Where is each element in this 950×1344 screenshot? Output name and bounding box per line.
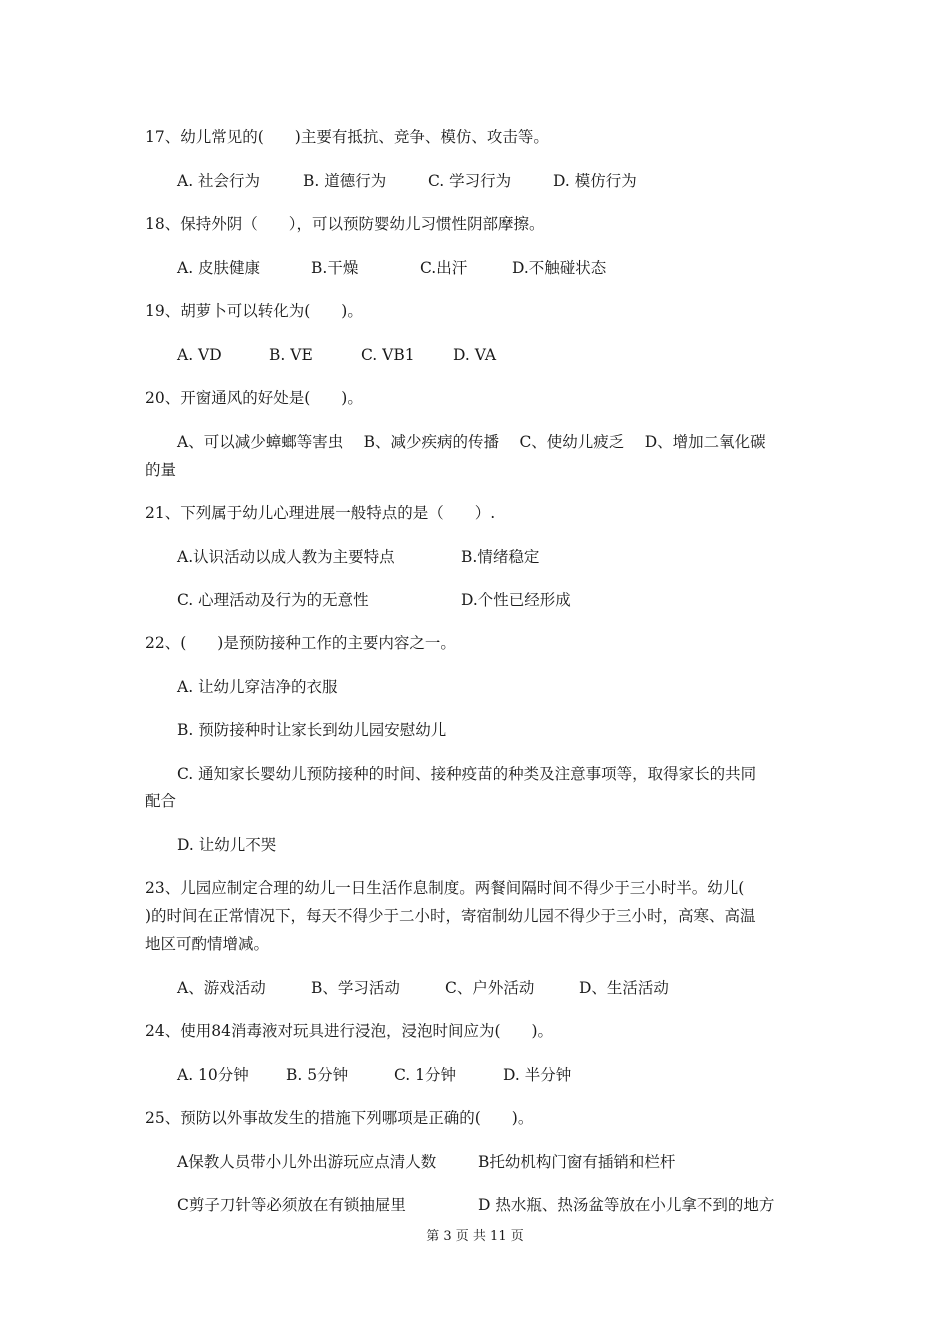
question-23-stem-line-2: )的时间在正常情况下，每天不得少于二小时，寄宿制幼儿园不得少于三小时，高寒、高温 [145, 907, 756, 925]
option-d: D.不触碰状态 [512, 259, 607, 277]
option-b: B.干燥 [311, 259, 359, 277]
option-b: B. VE [269, 346, 313, 364]
option-c: C.出汗 [420, 259, 468, 277]
option-c: C、户外活动 [445, 979, 535, 997]
option-d: D. 半分钟 [503, 1066, 572, 1084]
question-23-stem-line-3: 地区可酌情增减。 [145, 935, 270, 953]
option-a: A. 社会行为 [177, 172, 261, 190]
option-a: A.认识活动以成人教为主要特点 [177, 548, 395, 566]
question-22-option-a: A. 让幼儿穿洁净的衣服 [177, 678, 338, 696]
option-c: C. 学习行为 [428, 172, 512, 190]
question-20-options: A、可以减少蟑螂等害虫 B、减少疾病的传播 C、使幼儿疲乏 D、增加二氧化碳 [177, 433, 766, 451]
option-b: B. 5分钟 [286, 1066, 349, 1084]
option-a: A. 10分钟 [177, 1066, 249, 1084]
question-25-stem: 25、预防以外事故发生的措施下列哪项是正确的( )。 [145, 1109, 534, 1127]
option-d: D. 模仿行为 [553, 172, 637, 190]
question-20-stem: 20、开窗通风的好处是( )。 [145, 389, 363, 407]
question-17-stem: 17、幼儿常见的( )主要有抵抗、竞争、模仿、攻击等。 [145, 128, 549, 146]
option-a: A保教人员带小儿外出游玩应点清人数 [177, 1153, 437, 1171]
page-footer: 第 3 页 共 11 页 [426, 1229, 524, 1244]
question-21-stem: 21、下列属于幼儿心理进展一般特点的是（ ）. [145, 504, 496, 522]
question-22-option-c: C. 通知家长婴幼儿预防接种的时间、接种疫苗的种类及注意事项等，取得家长的共同 [177, 765, 757, 783]
option-b: B、学习活动 [311, 979, 400, 997]
option-c: C. VB1 [361, 346, 415, 364]
question-20-options-continued: 的量 [145, 461, 177, 479]
option-d: D.个性已经形成 [461, 591, 571, 609]
option-d: D、生活活动 [579, 979, 669, 997]
question-23-stem-line-1: 23、儿园应制定合理的幼儿一日生活作息制度。两餐间隔时间不得少于三小时半。幼儿( [145, 879, 745, 897]
question-24-stem: 24、使用84消毒液对玩具进行浸泡，浸泡时间应为( )。 [145, 1022, 554, 1040]
option-b: B.情绪稳定 [461, 548, 540, 566]
question-19-stem: 19、胡萝卜可以转化为( )。 [145, 302, 363, 320]
option-d: D 热水瓶、热汤盆等放在小儿拿不到的地方 [478, 1196, 775, 1214]
option-a: A. 皮肤健康 [177, 259, 261, 277]
option-c: C剪子刀针等必须放在有锁抽屉里 [177, 1196, 406, 1214]
question-22-option-c-continued: 配合 [145, 792, 177, 810]
option-b: B托幼机构门窗有插销和栏杆 [478, 1153, 676, 1171]
question-22-option-b: B. 预防接种时让家长到幼儿园安慰幼儿 [177, 721, 447, 739]
option-c: C. 1分钟 [394, 1066, 457, 1084]
option-c: C. 心理活动及行为的无意性 [177, 591, 369, 609]
question-22-option-d: D. 让幼儿不哭 [177, 836, 277, 854]
option-d: D. VA [453, 346, 497, 364]
question-18-stem: 18、保持外阴（ ），可以预防婴幼儿习惯性阴部摩擦。 [145, 215, 545, 233]
option-b: B. 道德行为 [303, 172, 387, 190]
option-a: A、游戏活动 [177, 979, 266, 997]
option-a: A. VD [177, 346, 222, 364]
question-22-stem: 22、( )是预防接种工作的主要内容之一。 [145, 634, 456, 652]
